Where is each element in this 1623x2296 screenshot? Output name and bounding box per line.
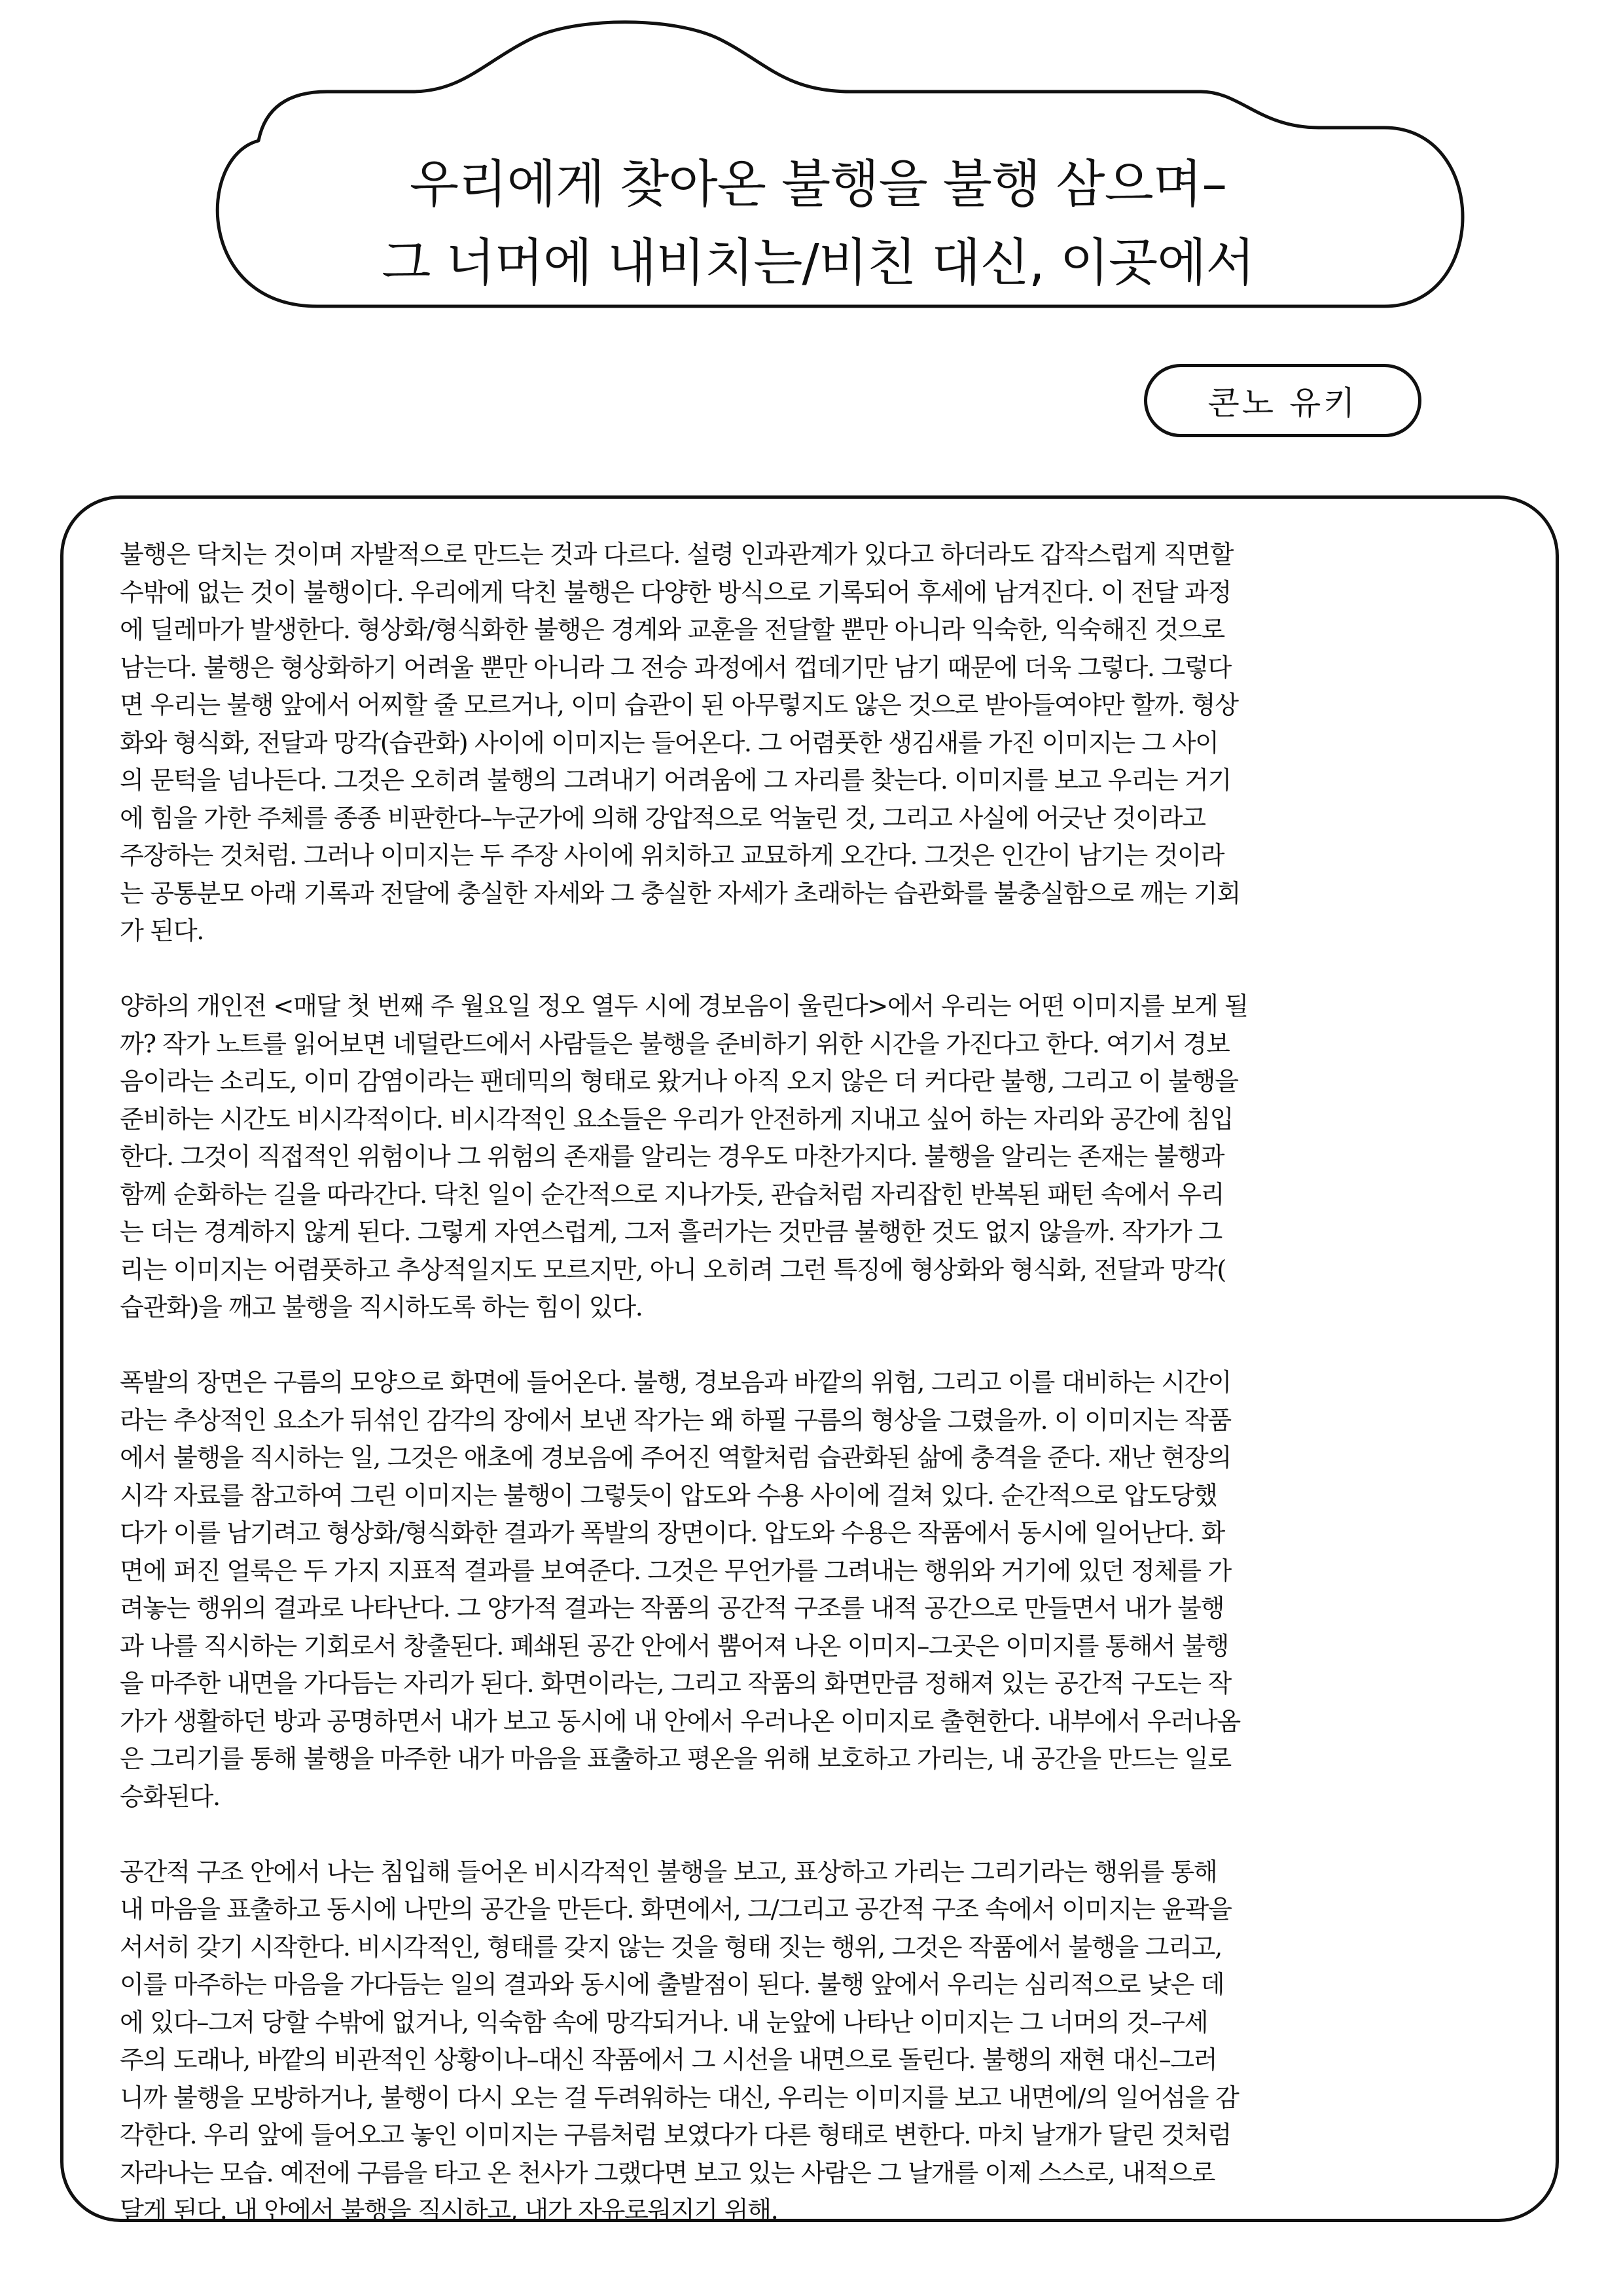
text-line: 승화된다.	[120, 1782, 220, 1812]
text-line: 리는 이미지는 어렴풋하고 추상적일지도 모르지만, 아니 오히려 그런 특징에 형상화와 형식화, 전달과 망각(	[120, 1255, 1226, 1285]
text-line: 에 딜레마가 발생한다. 형상화/형식화한 불행은 경계와 교훈을 전달할 뿐만 아니라 익숙한, 익숙해진 것으로	[120, 616, 1224, 645]
text-line: 을 마주한 내면을 가다듬는 자리가 된다. 화면이라는, 그리고 작품의 화면만큼 정해져 있는 공간적 구도는 작	[120, 1670, 1231, 1698]
text-line: 양하의 개인전 <매달 첫 번째 주 월요일 정오 열두 시에 경보음이 울린다>에서 우리는 어떤 이미지를 보게 될	[120, 992, 1248, 1021]
text-line: 폭발의 장면은 구름의 모양으로 화면에 들어온다. 불행, 경보음과 바깥의 위험, 그리고 이를 대비하는 시간이	[120, 1369, 1231, 1397]
author-name: 콘노 유키	[1207, 384, 1358, 422]
text-line: 남는다. 불행은 형상화하기 어려울 뿐만 아니라 그 전승 과정에서 껍데기만 남기 때문에 더욱 그렇다. 그렇다	[120, 653, 1231, 683]
text-line: 음이라는 소리도, 이미 감염이라는 팬데믹의 형태로 왔거나 아직 오지 않은 더 커다란 불행, 그리고 이 불행을	[120, 1067, 1238, 1096]
text-line: 습관화)을 깨고 불행을 직시하도록 하는 힘이 있다.	[120, 1293, 643, 1322]
title-line-2: 그 너머에 내비치는/비친 대신, 이곳에서	[382, 234, 1255, 293]
text-line: 려놓는 행위의 결과로 나타난다. 그 양가적 결과는 작품의 공간적 구조를 내적 공간으로 만들면서 내가 불행	[120, 1594, 1224, 1623]
text-line: 준비하는 시간도 비시각적이다. 비시각적인 요소들은 우리가 안전하게 지내고 싶어 하는 자리와 공간에 침입	[120, 1105, 1234, 1134]
article-body	[120, 537, 1520, 2268]
page-title	[249, 145, 1387, 302]
text-line: 면에 퍼진 얼룩은 두 가지 지표적 결과를 보여준다. 그것은 무언가를 그려내는 행위와 거기에 있던 정체를 가	[120, 1556, 1231, 1586]
text-line: 시각 자료를 참고하여 그린 이미지는 불행이 그렇듯이 압도와 수용 사이에 걸쳐 있다. 순간적으로 압도당했	[120, 1481, 1217, 1511]
text-line: 한다. 그것이 직접적인 위험이나 그 위험의 존재를 알리는 경우도 마찬가지다. 불행을 알리는 존재는 불행과	[120, 1143, 1224, 1172]
text-line: 의 문턱을 넘나든다. 그것은 오히려 불행의 그려내기 어려움에 그 자리를 찾는다. 이미지를 보고 우리는 거기	[120, 766, 1231, 795]
text-line: 라는 추상적인 요소가 뒤섞인 감각의 장에서 보낸 작가는 왜 하필 구름의 형상을 그렸을까. 이 이미지는 작품	[120, 1406, 1231, 1435]
text-line: 에 힘을 가한 주체를 종종 비판한다–누군가에 의해 강압적으로 억눌린 것, 그리고 사실에 어긋난 것이라고	[120, 804, 1205, 833]
paragraph-4	[120, 1854, 1520, 2231]
text-line: 자라나는 모습. 예전에 구름을 타고 온 천사가 그랬다면 보고 있는 사람은 그 날개를 이제 스스로, 내적으로	[120, 2159, 1215, 2188]
paragraph-1	[120, 537, 1520, 951]
text-line: 다가 이를 남기려고 형상화/형식화한 결과가 폭발의 장면이다. 압도와 수용은 작품에서 동시에 일어난다. 화	[120, 1519, 1224, 1548]
text-line: 함께 순화하는 길을 따라간다. 닥친 일이 순간적으로 지나가듯, 관습처럼 자리잡힌 반복된 패턴 속에서 우리	[120, 1180, 1224, 1210]
paragraph-3	[120, 1365, 1520, 1816]
text-line: 까? 작가 노트를 읽어보면 네덜란드에서 사람들은 불행을 준비하기 위한 시간을 가진다고 한다. 여기서 경보	[120, 1030, 1230, 1059]
text-line: 주의 도래나, 바깥의 비관적인 상황이나–대신 작품에서 그 시선을 내면으로 돌린다. 불행의 재현 대신–그러	[120, 2046, 1217, 2075]
text-line: 달게 된다. 내 안에서 불행을 직시하고, 내가 자유로워지기 위해.	[120, 2197, 778, 2225]
title-line-1: 우리에게 찾아온 불행을 불행 삼으며–	[409, 155, 1227, 214]
text-line: 이를 마주하는 마음을 가다듬는 일의 결과와 동시에 출발점이 된다. 불행 앞에서 우리는 심리적으로 낮은 데	[120, 1971, 1224, 2000]
text-line: 과 나를 직시하는 기회로서 창출된다. 폐쇄된 공간 안에서 뿜어져 나온 이미지–그곳은 이미지를 통해서 불행	[120, 1632, 1229, 1661]
text-line: 에 있다–그저 당할 수밖에 없거나, 익숙함 속에 망각되거나. 내 눈앞에 나타난 이미지는 그 너머의 것–구세	[120, 2008, 1208, 2037]
text-line: 가가 생활하던 방과 공명하면서 내가 보고 동시에 내 안에서 우러나온 이미지로 출현한다. 내부에서 우러나옴	[120, 1707, 1240, 1736]
text-line: 가 된다.	[120, 917, 204, 946]
text-line: 불행은 닥치는 것이며 자발적으로 만드는 것과 다르다. 설령 인과관계가 있다고 하더라도 갑작스럽게 직면할	[120, 541, 1234, 569]
text-line: 니까 불행을 모방하거나, 불행이 다시 오는 걸 두려워하는 대신, 우리는 이미지를 보고 내면에/의 일어섬을 감	[120, 2083, 1239, 2113]
text-line: 면 우리는 불행 앞에서 어찌할 줄 모르거나, 이미 습관이 된 아무렇지도 않은 것으로 받아들여야만 할까. 형상	[120, 691, 1238, 720]
text-line: 화와 형식화, 전달과 망각(습관화) 사이에 이미지는 들어온다. 그 어렴풋한 생김새를 가진 이미지는 그 사이	[120, 728, 1219, 758]
text-line: 는 더는 경계하지 않게 된다. 그렇게 자연스럽게, 그저 흘러가는 것만큼 불행한 것도 없지 않을까. 작가가 그	[120, 1218, 1222, 1247]
text-line: 각한다. 우리 앞에 들어오고 놓인 이미지는 구름처럼 보였다가 다른 형태로 변한다. 마치 날개가 달린 것처럼	[120, 2121, 1231, 2150]
text-line: 에서 불행을 직시하는 일, 그것은 애초에 경보음에 주어진 역할처럼 습관화된 삶에 충격을 준다. 재난 현장의	[120, 1444, 1231, 1473]
text-line: 수밖에 없는 것이 불행이다. 우리에게 닥친 불행은 다양한 방식으로 기록되어 후세에 남겨진다. 이 전달 과정	[120, 578, 1231, 607]
text-line: 내 마음을 표출하고 동시에 나만의 공간을 만든다. 화면에서, 그/그리고 공간적 구조 속에서 이미지는 윤곽을	[120, 1895, 1232, 1924]
text-line: 공간적 구조 안에서 나는 침입해 들어온 비시각적인 불행을 보고, 표상하고 가리는 그리기라는 행위를 통해	[120, 1857, 1217, 1887]
text-line: 서서히 갖기 시작한다. 비시각적인, 형태를 갖지 않는 것을 형태 짓는 행위, 그것은 작품에서 불행을 그리고,	[120, 1933, 1222, 1962]
author-badge	[1144, 364, 1421, 437]
text-line: 주장하는 것처럼. 그러나 이미지는 두 주장 사이에 위치하고 교묘하게 오간다. 그것은 인간이 남기는 것이라	[120, 842, 1224, 870]
text-line: 는 공통분모 아래 기록과 전달에 충실한 자세와 그 충실한 자세가 초래하는 습관화를 불충실함으로 깨는 기회	[120, 879, 1240, 908]
paragraph-2	[120, 988, 1520, 1327]
text-line: 은 그리기를 통해 불행을 마주한 내가 마음을 표출하고 평온을 위해 보호하고 가리는, 내 공간을 만드는 일로	[120, 1745, 1231, 1774]
